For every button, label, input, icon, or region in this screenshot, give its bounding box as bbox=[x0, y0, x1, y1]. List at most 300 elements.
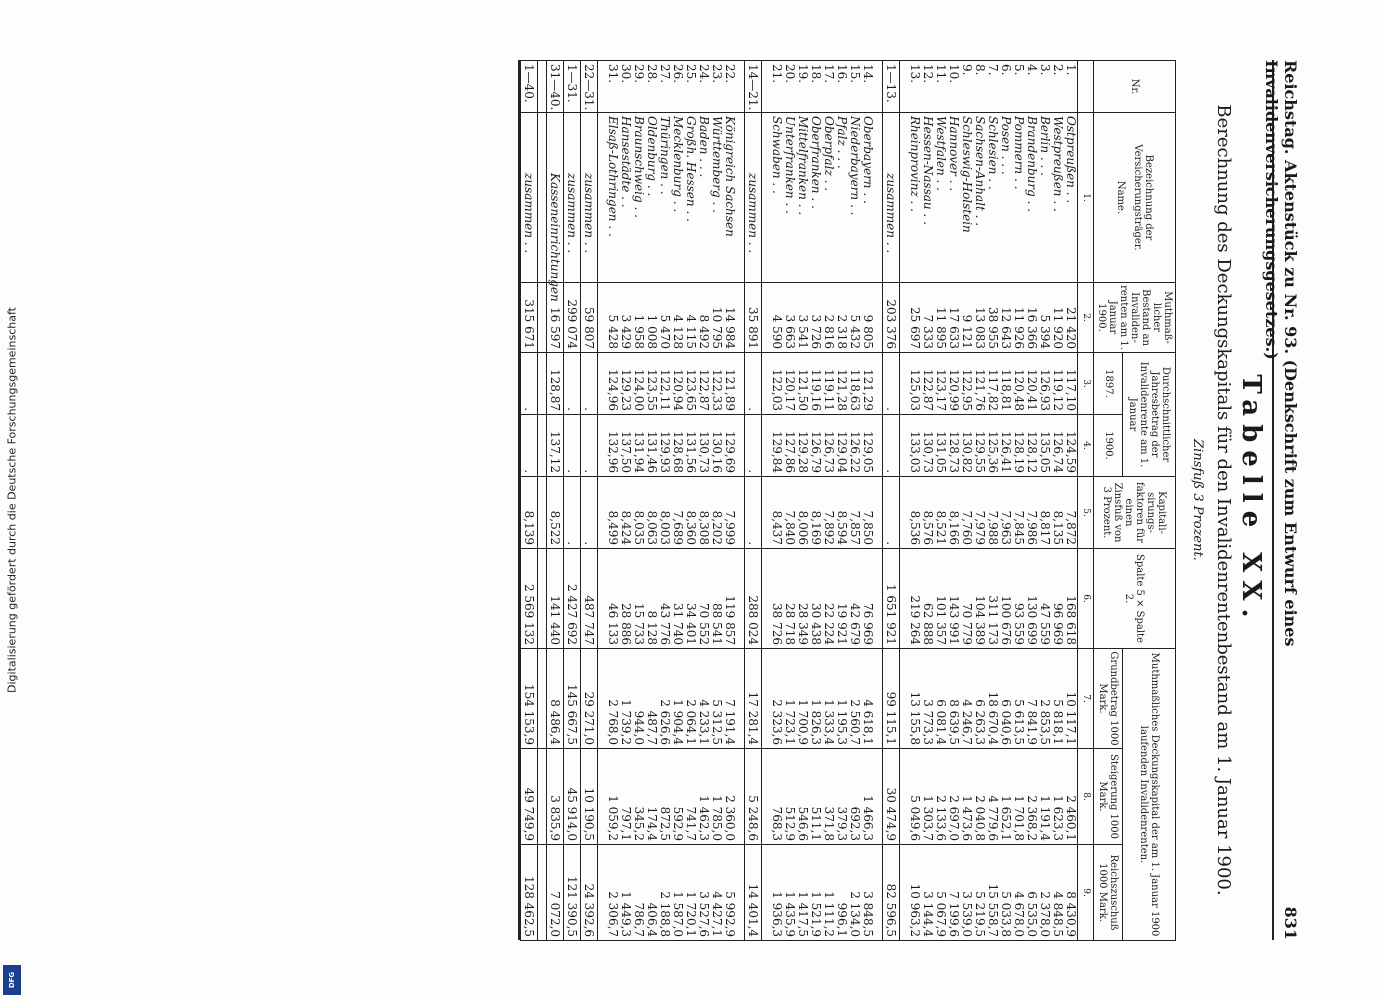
cell-c6: 15 733 bbox=[632, 549, 645, 649]
spacer-cell bbox=[598, 283, 607, 353]
cell-nr: 2. bbox=[1051, 61, 1064, 113]
cell-c8: 4 779,6 bbox=[986, 749, 999, 845]
spacer-cell bbox=[762, 845, 771, 941]
cell-c2: 315 671 bbox=[521, 283, 538, 353]
cell-c3: 122,03 bbox=[770, 353, 783, 415]
cell-c9: 121 390,5 bbox=[564, 845, 581, 941]
cell-c2: 5 432 bbox=[848, 283, 861, 353]
table-row bbox=[822, 61, 835, 941]
cell-c3: 118,81 bbox=[999, 353, 1012, 415]
cell-c7: 1 195,3 bbox=[835, 649, 848, 749]
table-row bbox=[1012, 61, 1025, 941]
cell-c3: 121,28 bbox=[835, 353, 848, 415]
cell-c3: 117,82 bbox=[986, 353, 999, 415]
cell-c5: 7,986 bbox=[1025, 477, 1038, 549]
cell-c7: 5 613,5 bbox=[1012, 649, 1025, 749]
cell-c3: 120,94 bbox=[671, 353, 684, 415]
cell-c5: 8,169 bbox=[809, 477, 822, 549]
spacer-cell bbox=[538, 845, 547, 941]
cell-c9: 2 306,7 bbox=[606, 845, 619, 941]
cell-c9: 5 219,5 bbox=[973, 845, 986, 941]
cell-c2: 38 955 bbox=[986, 283, 999, 353]
cell-c6: 88 541 bbox=[710, 549, 723, 649]
table-subtitle: Berechnung des Deckungskapitals für den Invalidenrentenbestand am 1. Januar 1900. bbox=[1213, 104, 1234, 896]
cell-c8: 2 040,8 bbox=[973, 749, 986, 845]
cell-c5: 7,963 bbox=[999, 477, 1012, 549]
table-row bbox=[960, 61, 973, 941]
cell-c6: 62 888 bbox=[921, 549, 934, 649]
cell-c3: 122,11 bbox=[658, 353, 671, 415]
spacer-cell bbox=[736, 283, 745, 353]
cell-c5: 7,850 bbox=[861, 477, 874, 549]
cell-nr: 23. bbox=[710, 61, 723, 113]
cell-c2: 11 920 bbox=[1051, 283, 1064, 353]
interest-rate-note: Zinsfuß 3 Prozent. bbox=[1190, 439, 1205, 561]
cell-c3: 121,89 bbox=[723, 353, 736, 415]
table-row bbox=[645, 61, 658, 941]
cell-c3: 123,55 bbox=[645, 353, 658, 415]
cell-c9: 6 535,0 bbox=[1025, 845, 1038, 941]
cell-c4: 128,12 bbox=[1025, 415, 1038, 477]
header-col6: Spalte 5 × Spalte 2. bbox=[1094, 549, 1176, 649]
cell-c6: 34 401 bbox=[684, 549, 697, 649]
table-row bbox=[908, 61, 921, 941]
cell-c9: 5 067,9 bbox=[934, 845, 947, 941]
cell-nr: 13. bbox=[908, 61, 921, 113]
cell-c5: 8,003 bbox=[658, 477, 671, 549]
cell-c5: 7,857 bbox=[848, 477, 861, 549]
cell-nr: 5. bbox=[1012, 61, 1025, 113]
cell-c3: . bbox=[564, 353, 581, 415]
cell-c9: 4 678,0 bbox=[1012, 845, 1025, 941]
cell-c7: 2 626,6 bbox=[658, 649, 671, 749]
table-row bbox=[986, 61, 999, 941]
spacer-cell bbox=[762, 61, 771, 113]
cell-name: Oberfranken . . bbox=[809, 113, 822, 283]
cell-name: Oldenburg . . bbox=[645, 113, 658, 283]
cell-c8: 1 652,1 bbox=[999, 749, 1012, 845]
cell-c8: 1 623,3 bbox=[1051, 749, 1064, 845]
cell-name: Berlin . . . bbox=[1038, 113, 1051, 283]
cell-nr: 17. bbox=[822, 61, 835, 113]
cell-c4: 128,73 bbox=[947, 415, 960, 477]
cell-c4: 133,03 bbox=[908, 415, 921, 477]
cell-c4: 131,94 bbox=[632, 415, 645, 477]
cell-name: Posen . . . bbox=[999, 113, 1012, 283]
cell-c8: 511,1 bbox=[809, 749, 822, 845]
cell-c8: 1 466,3 bbox=[861, 749, 874, 845]
cell-c2: 14 984 bbox=[723, 283, 736, 353]
cell-c4: 128,19 bbox=[1012, 415, 1025, 477]
cell-c7: 10 117,1 bbox=[1064, 649, 1078, 749]
cell-c4: . bbox=[581, 415, 598, 477]
cell-c4: 124,59 bbox=[1064, 415, 1078, 477]
cell-c9: 2 378,0 bbox=[1038, 845, 1051, 941]
cell-c4: 129,28 bbox=[796, 415, 809, 477]
spacer-cell bbox=[598, 549, 607, 649]
cell-c5: . bbox=[581, 477, 598, 549]
cell-nr: 9. bbox=[960, 61, 973, 113]
cell-c8: 2 697,0 bbox=[947, 749, 960, 845]
spacer-cell bbox=[538, 549, 547, 649]
cell-c9: 7 072,0 bbox=[547, 845, 564, 941]
cell-c5: 8,135 bbox=[1051, 477, 1064, 549]
cell-c6: 168 618 bbox=[1064, 549, 1078, 649]
cell-c2: 5 394 bbox=[1038, 283, 1051, 353]
spacer-cell bbox=[598, 61, 607, 113]
cell-c5: 7,760 bbox=[960, 477, 973, 549]
table-row bbox=[671, 61, 684, 941]
cell-c3: . bbox=[883, 353, 900, 415]
spacer-cell bbox=[736, 353, 745, 415]
cell-c3: 124,96 bbox=[606, 353, 619, 415]
spacer-cell bbox=[762, 353, 771, 415]
cell-c2: 4 590 bbox=[770, 283, 783, 353]
cell-c6: 141 440 bbox=[547, 549, 564, 649]
cell-name: Oberbayern . . bbox=[861, 113, 874, 283]
cell-c9: 1 417,5 bbox=[796, 845, 809, 941]
cell-c4: 137,50 bbox=[619, 415, 632, 477]
cell-c8: 1 059,2 bbox=[606, 749, 619, 845]
cell-c5: 8,521 bbox=[934, 477, 947, 549]
table-row bbox=[619, 61, 632, 941]
cell-c6: 96 969 bbox=[1051, 549, 1064, 649]
spacer-cell bbox=[900, 477, 909, 549]
header-col789-group: Muthmaßliches Deckungskapital der am 1. Januar 1900 laufenden Invalidenrenten. bbox=[1123, 649, 1176, 941]
spacer-cell bbox=[538, 61, 547, 113]
cell-c7: 4 246,7 bbox=[960, 649, 973, 749]
cell-c8: 2 368,2 bbox=[1025, 749, 1038, 845]
cell-c8: 345,2 bbox=[632, 749, 645, 845]
cell-c8: 546,6 bbox=[796, 749, 809, 845]
cell-c2: 299 074 bbox=[564, 283, 581, 353]
cell-c4: 126,74 bbox=[1051, 415, 1064, 477]
cell-c8: 174,4 bbox=[645, 749, 658, 845]
header-name-group bbox=[1094, 113, 1176, 283]
spacer-cell bbox=[538, 749, 547, 845]
cell-c5: 8,424 bbox=[619, 477, 632, 549]
spacer-cell bbox=[538, 415, 547, 477]
cell-c9: 7 199,6 bbox=[947, 845, 960, 941]
cell-c4: 130,82 bbox=[960, 415, 973, 477]
cell-c8: 5 049,6 bbox=[908, 749, 921, 845]
cell-c5: 8,166 bbox=[947, 477, 960, 549]
spacer-cell bbox=[874, 749, 883, 845]
cell-c8: 592,9 bbox=[671, 749, 684, 845]
cell-c6: 76 969 bbox=[861, 549, 874, 649]
cell-c6: 8 128 bbox=[645, 549, 658, 649]
cell-c7: 1 739,2 bbox=[619, 649, 632, 749]
header-nr: Nr. bbox=[1094, 61, 1176, 113]
cell-c9: 1 111,2 bbox=[822, 845, 835, 941]
cell-c6: 38 726 bbox=[770, 549, 783, 649]
cell-c7: 1 723,1 bbox=[783, 649, 796, 749]
cell-c2: 17 633 bbox=[947, 283, 960, 353]
sum-row bbox=[745, 61, 762, 941]
column-number: 7. bbox=[1078, 649, 1094, 749]
cell-nr: 14—21. bbox=[745, 61, 762, 113]
spacer-cell bbox=[598, 415, 607, 477]
column-number: 1. bbox=[1078, 113, 1094, 283]
spacer-cell bbox=[900, 283, 909, 353]
cell-c4: . bbox=[883, 415, 900, 477]
cell-c7: 1 904,4 bbox=[671, 649, 684, 749]
cell-nr: 22. bbox=[723, 61, 736, 113]
cell-c6: 130 699 bbox=[1025, 549, 1038, 649]
cell-c7: 17 281,4 bbox=[745, 649, 762, 749]
cell-c4: 126,79 bbox=[809, 415, 822, 477]
cell-c2: 5 470 bbox=[658, 283, 671, 353]
spacer-row bbox=[874, 61, 883, 941]
cell-name: Hannover . . bbox=[947, 113, 960, 283]
cell-nr: 7. bbox=[986, 61, 999, 113]
cell-c7: 5 818,1 bbox=[1051, 649, 1064, 749]
cell-name: Westpreußen . . bbox=[1051, 113, 1064, 283]
cell-c6: 104 389 bbox=[973, 549, 986, 649]
cell-c5: 7,892 bbox=[822, 477, 835, 549]
cell-nr: 16. bbox=[835, 61, 848, 113]
cell-nr: 12. bbox=[921, 61, 934, 113]
column-number: 2. bbox=[1078, 283, 1094, 353]
cell-c4: 128,68 bbox=[671, 415, 684, 477]
table-row bbox=[632, 61, 645, 941]
cell-c5: 7,689 bbox=[671, 477, 684, 549]
cell-c7: 99 115,1 bbox=[883, 649, 900, 749]
cell-c3: 120,41 bbox=[1025, 353, 1038, 415]
table-row bbox=[770, 61, 783, 941]
spacer-cell bbox=[736, 113, 745, 283]
cell-c3: 120,99 bbox=[947, 353, 960, 415]
cell-name: zusammen . . bbox=[564, 113, 581, 283]
table-bottom-rule bbox=[518, 60, 520, 940]
cell-c5: 8,594 bbox=[835, 477, 848, 549]
cell-c8: 2 460,1 bbox=[1064, 749, 1078, 845]
header-col34-group: Durchschnittlicher Jahresbetrag der Invalidenrente am 1. Januar bbox=[1123, 353, 1176, 477]
spacer-cell bbox=[900, 549, 909, 649]
sum-row bbox=[581, 61, 598, 941]
cell-c5: 7,840 bbox=[783, 477, 796, 549]
cell-c6: 219 264 bbox=[908, 549, 921, 649]
cell-c6: 119 857 bbox=[723, 549, 736, 649]
cell-c4: 129,55 bbox=[973, 415, 986, 477]
cell-c5: . bbox=[745, 477, 762, 549]
table-row bbox=[973, 61, 986, 941]
cell-c7: 29 271,0 bbox=[581, 649, 598, 749]
spacer-cell bbox=[762, 415, 771, 477]
column-number: 5. bbox=[1078, 477, 1094, 549]
cell-c7: 487,7 bbox=[645, 649, 658, 749]
table-row bbox=[809, 61, 822, 941]
cell-c7: 2 853,5 bbox=[1038, 649, 1051, 749]
column-number: 3. bbox=[1078, 353, 1094, 415]
cell-c6: 47 559 bbox=[1038, 549, 1051, 649]
spacer-cell bbox=[598, 649, 607, 749]
cell-c6: 22 224 bbox=[822, 549, 835, 649]
cell-nr: 20. bbox=[783, 61, 796, 113]
cell-c8: 1 191,4 bbox=[1038, 749, 1051, 845]
cell-name: Schwaben . . bbox=[770, 113, 783, 283]
cell-c9: 15 558,7 bbox=[986, 845, 999, 941]
spacer-row bbox=[736, 61, 745, 941]
cell-name: zusammen . . bbox=[883, 113, 900, 283]
cell-c3: 118,63 bbox=[848, 353, 861, 415]
table-row bbox=[921, 61, 934, 941]
spacer-cell bbox=[900, 845, 909, 941]
cell-c9: 786,7 bbox=[632, 845, 645, 941]
cell-c3: 119,16 bbox=[809, 353, 822, 415]
spacer-cell bbox=[538, 649, 547, 749]
cell-c6: 2 427 692 bbox=[564, 549, 581, 649]
spacer-cell bbox=[874, 415, 883, 477]
cell-nr: 1—31. bbox=[564, 61, 581, 113]
spacer-cell bbox=[762, 749, 771, 845]
cell-c3: . bbox=[581, 353, 598, 415]
cell-c3: . bbox=[521, 353, 538, 415]
cell-c8: 49 749,9 bbox=[521, 749, 538, 845]
cell-c3: 120,17 bbox=[783, 353, 796, 415]
cell-c7: 1 333,4 bbox=[822, 649, 835, 749]
rotated-page-content bbox=[110, 60, 1300, 940]
cell-c3: 121,50 bbox=[796, 353, 809, 415]
cell-nr: 31—40. bbox=[547, 61, 564, 113]
table-row bbox=[848, 61, 861, 941]
cell-c6: 70 779 bbox=[960, 549, 973, 649]
spacer-cell bbox=[736, 415, 745, 477]
cell-c7: 5 312,5 bbox=[710, 649, 723, 749]
cell-name: Mecklenburg . . bbox=[671, 113, 684, 283]
cell-nr: 24. bbox=[697, 61, 710, 113]
cell-name: zusammen . . bbox=[521, 113, 538, 283]
cell-c2: 4 128 bbox=[671, 283, 684, 353]
column-number bbox=[1078, 61, 1094, 113]
cell-name: Pommern . . bbox=[1012, 113, 1025, 283]
header-name-group-label: Bezeichnung der Versicherungsträger. bbox=[1132, 144, 1154, 251]
cell-c9: 3 527,6 bbox=[697, 845, 710, 941]
cell-c4: 126,22 bbox=[848, 415, 861, 477]
cell-c2: 16 597 bbox=[547, 283, 564, 353]
cell-name: Großh. Hessen . . bbox=[684, 113, 697, 283]
spacer-cell bbox=[762, 549, 771, 649]
cell-c9: 2 134,0 bbox=[848, 845, 861, 941]
cell-nr: 8. bbox=[973, 61, 986, 113]
cell-c6: 42 679 bbox=[848, 549, 861, 649]
cell-c2: 4 115 bbox=[684, 283, 697, 353]
cell-nr: 15. bbox=[848, 61, 861, 113]
cell-c2: 35 891 bbox=[745, 283, 762, 353]
cell-c4: 129,93 bbox=[658, 415, 671, 477]
cell-c5: . bbox=[564, 477, 581, 549]
cell-c9: 128 462,5 bbox=[521, 845, 538, 941]
running-head bbox=[1262, 60, 1300, 940]
cell-c5: 7,979 bbox=[973, 477, 986, 549]
cell-c7: 4 618,1 bbox=[861, 649, 874, 749]
cell-c6: 93 559 bbox=[1012, 549, 1025, 649]
cell-c4: 129,84 bbox=[770, 415, 783, 477]
spacer-cell bbox=[900, 61, 909, 113]
table-header bbox=[1078, 61, 1176, 941]
cell-c4: 129,05 bbox=[861, 415, 874, 477]
cell-c4: 131,56 bbox=[684, 415, 697, 477]
spacer-cell bbox=[736, 749, 745, 845]
cell-c6: 311 173 bbox=[986, 549, 999, 649]
cell-c8: 5 248,6 bbox=[745, 749, 762, 845]
cell-name: Braunschweig . . bbox=[632, 113, 645, 283]
column-number-row bbox=[1078, 61, 1094, 941]
cell-c6: 1 651 921 bbox=[883, 549, 900, 649]
cell-name: Königreich Sachsen bbox=[723, 113, 736, 283]
cell-c3: 128,87 bbox=[547, 353, 564, 415]
spacer-cell bbox=[736, 477, 745, 549]
cell-c8: 1 303,7 bbox=[921, 749, 934, 845]
table-row bbox=[934, 61, 947, 941]
cell-c5: 8,499 bbox=[606, 477, 619, 549]
cell-nr: 1. bbox=[1064, 61, 1078, 113]
cell-c5: 8,360 bbox=[684, 477, 697, 549]
cell-nr: 1—13. bbox=[883, 61, 900, 113]
cell-c2: 2 816 bbox=[822, 283, 835, 353]
cell-c5: 8,202 bbox=[710, 477, 723, 549]
dfg-logo bbox=[3, 965, 21, 995]
cell-nr: 18. bbox=[809, 61, 822, 113]
spacer-cell bbox=[762, 649, 771, 749]
digitization-note bbox=[0, 0, 24, 1000]
cell-name: Niederbayern . . bbox=[848, 113, 861, 283]
cell-c3: 125,03 bbox=[908, 353, 921, 415]
cell-nr: 21. bbox=[770, 61, 783, 113]
spacer-cell bbox=[900, 649, 909, 749]
cell-c3: 119,11 bbox=[822, 353, 835, 415]
cell-c8: 741,7 bbox=[684, 749, 697, 845]
cell-c7: 6 040,6 bbox=[999, 649, 1012, 749]
cell-c5: 7,845 bbox=[1012, 477, 1025, 549]
cell-nr: 14. bbox=[861, 61, 874, 113]
cell-nr: 11. bbox=[934, 61, 947, 113]
cell-name: Ostpreußen . . bbox=[1064, 113, 1078, 283]
cell-name: Schleswig-Holstein bbox=[960, 113, 973, 283]
spacer-cell bbox=[736, 549, 745, 649]
column-number: 9. bbox=[1078, 845, 1094, 941]
cell-c2: 203 376 bbox=[883, 283, 900, 353]
cell-c4: 129,04 bbox=[835, 415, 848, 477]
cell-nr: 30. bbox=[619, 61, 632, 113]
cell-c3: 117,10 bbox=[1064, 353, 1078, 415]
cell-nr: 10. bbox=[947, 61, 960, 113]
cell-c2: 1 958 bbox=[632, 283, 645, 353]
cell-c6: 28 718 bbox=[783, 549, 796, 649]
cell-c2: 21 420 bbox=[1064, 283, 1078, 353]
cell-nr: 3. bbox=[1038, 61, 1051, 113]
cell-c4: 127,86 bbox=[783, 415, 796, 477]
table-body bbox=[521, 61, 1078, 941]
cell-c5: 8,437 bbox=[770, 477, 783, 549]
cell-c2: 16 366 bbox=[1025, 283, 1038, 353]
spacer-cell bbox=[762, 113, 771, 283]
cell-c2: 1 008 bbox=[645, 283, 658, 353]
spacer-cell bbox=[874, 353, 883, 415]
cell-c2: 25 697 bbox=[908, 283, 921, 353]
cell-c4: 137,12 bbox=[547, 415, 564, 477]
cell-c3: 124,00 bbox=[632, 353, 645, 415]
cell-c3: 122,87 bbox=[697, 353, 710, 415]
cell-c8: 3 835,9 bbox=[547, 749, 564, 845]
cell-c3: 122,87 bbox=[921, 353, 934, 415]
cell-c7: 3 773,3 bbox=[921, 649, 934, 749]
cell-c7: 18 670,4 bbox=[986, 649, 999, 749]
cell-c3: 122,33 bbox=[710, 353, 723, 415]
cell-c2: 59 807 bbox=[581, 283, 598, 353]
cell-c3: 120,48 bbox=[1012, 353, 1025, 415]
table-row bbox=[1051, 61, 1064, 941]
